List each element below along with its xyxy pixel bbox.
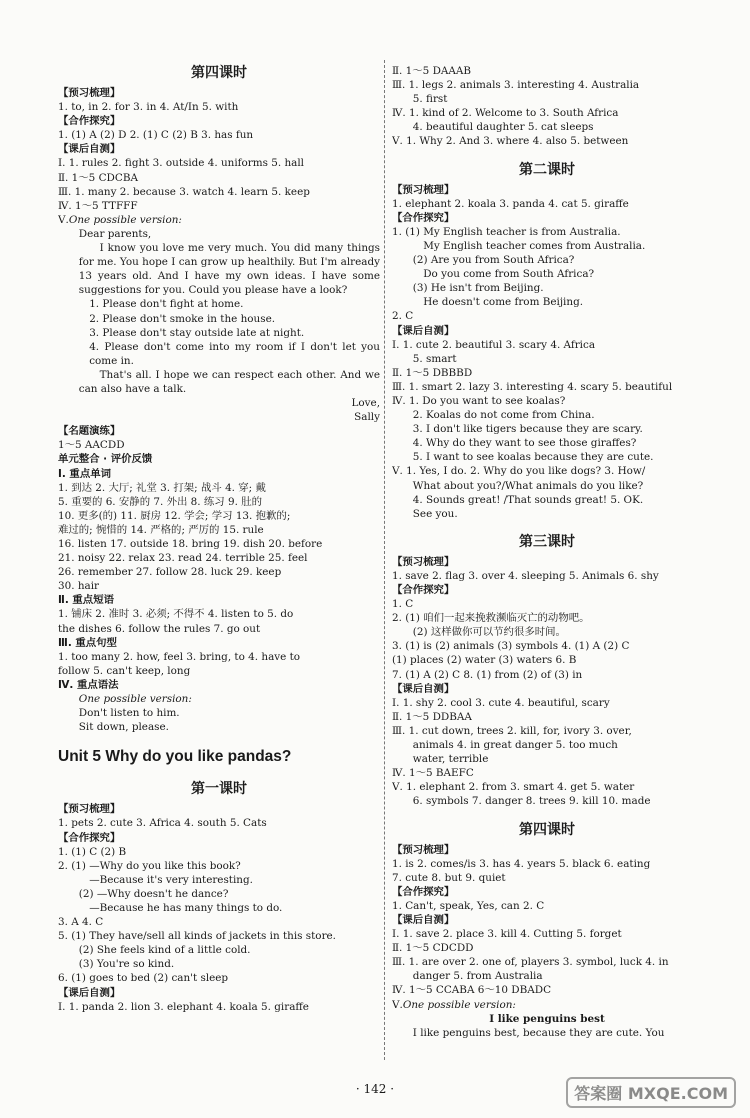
letter-paragraph: That's all. I hope we can respect each other. And we can also have a talk. [78,368,380,395]
answer-line: 16. listen 17. outside 18. bring 19. dish 20. before [58,538,323,550]
answer-line: Ⅱ. 1～5 DAAAB [392,65,472,77]
answer-line: 5. smart [412,352,457,365]
answer-line: 5. 重要的 6. 安静的 7. 外出 8. 练习 9. 肚的 [58,495,262,508]
section-header: 【预习梳理】 [392,843,455,856]
review-subheader: Ⅱ. 重点短语 [58,594,114,607]
answer-line: 3. A 4. C [58,916,104,929]
answer-line: 3. I don't like tigers because they are scary. [412,423,643,436]
section-header: 【预习梳理】 [392,555,455,568]
answer-line: Ⅲ. 1. cut down, trees 2. kill, for, ivory 3. over, [392,724,632,737]
answer-line: 1. pets 2. cute 3. Africa 4. south 5. Cats [58,817,267,830]
answer-line: 6. (1) goes to bed (2) can't sleep [58,972,229,985]
review-subheader: Ⅲ. 重点句型 [58,636,117,649]
answer-line: Ⅲ. 1. are over 2. one of, players 3. symbol, luck 4. in [392,956,669,969]
answer-line: Ⅲ. 1. smart 2. lazy 3. interesting 4. scary 5. beautiful [392,380,673,393]
answer-line: Ⅱ. 1～5 CDCBA [58,171,138,184]
roman-label: Ⅴ. [58,213,69,226]
letter-list-item: 1. Please don't fight at home. [89,298,244,311]
essay-paragraph: I like penguins best, because they are cute. You [412,1026,665,1039]
answer-line: Ⅴ. 1. Yes, I do. 2. Why do you like dogs? 3. How/ [392,465,646,478]
section-header: 【合作探究】 [58,831,121,844]
answer-line: 1. 到达 2. 大厅; 礼堂 3. 打架; 战斗 4. 穿; 戴 [58,481,266,494]
section-header: 【课后自测】 [58,143,121,156]
answer-line: 1. elephant 2. koala 3. panda 4. cat 5. giraffe [392,197,629,210]
answer-line: 1. 铺床 2. 准时 3. 必须; 不得不 4. listen to 5. do [58,608,294,621]
answer-line: the dishes 6. follow the rules 7. go out [58,622,261,635]
column-divider [384,60,386,1060]
answer-line: 4. beautiful daughter 5. cat sleeps [412,121,594,134]
answer-line: See you. [412,507,458,520]
answer-line: water, terrible [412,753,489,766]
answer-line: —Because he has many things to do. [89,901,283,914]
answer-line: (3) He isn't from Beijing. [412,282,544,295]
answer-line: Sit down, please. [78,721,169,734]
section-header: 【课后自测】 [392,913,455,926]
left-column [58,52,380,1014]
answer-line: 7. (1) A (2) C 8. (1) from (2) of (3) in [392,668,583,681]
answer-line: 1. (1) A (2) D 2. (1) C (2) B 3. has fun [58,129,254,142]
answer-line: —Because it's very interesting. [89,873,253,886]
answer-line: 3. (1) is (2) animals (3) symbols 4. (1) A (2) C [392,640,630,653]
lesson2-title: 第二课时 [519,161,575,178]
answer-line: 5. (1) They have/sell all kinds of jackets in this store. [58,930,336,943]
section-header: 【课后自测】 [392,682,455,695]
answer-line: 1. C [392,598,414,611]
answer-line: (2) She feels kind of a little cold. [78,944,251,957]
section-header: 【课后自测】 [58,986,121,999]
answer-line: Ⅳ. 1～5 BAEFC [392,767,474,780]
answer-line: 26. remember 27. follow 28. luck 29. keep [58,566,282,579]
answer-line: Ⅴ. 1. elephant 2. from 3. smart 4. get 5. water [392,781,635,794]
answer-line: Don't listen to him. [78,707,180,720]
answer-line: 难过的; 惋惜的 14. 严格的; 严厉的 15. rule [58,523,264,536]
answer-line: (3) You're so kind. [78,958,175,971]
answer-line: 1. to, in 2. for 3. in 4. At/In 5. with [58,101,239,114]
section-header: 【合作探究】 [392,885,455,898]
answer-line: 5. I want to see koalas because they are cute. [412,451,654,464]
answer-line: Ⅱ. 1～5 DDBAA [392,710,472,723]
section-header: 【预习梳理】 [58,87,121,99]
answer-line: 7. cute 8. but 9. quiet [392,871,506,884]
answer-line: What about you?/What animals do you like? [412,479,644,492]
answer-line: Ⅰ. 1. cute 2. beautiful 3. scary 4. Africa [392,338,596,351]
section-header: 【合作探究】 [392,584,455,596]
answer-line: (1) places (2) water (3) waters 6. B [392,654,577,667]
answer-line: Ⅳ. 1～5 TTFFF [58,199,138,212]
section-header: 【合作探究】 [58,115,121,128]
section-header: 【预习梳理】 [58,803,121,816]
right-column [392,64,702,1040]
letter-list-item: 3. Please don't stay outside late at night. [89,326,305,339]
review-subheader: Ⅳ. 重点语法 [58,678,119,691]
lesson4-title: 第四课时 [191,65,247,81]
version-note: One possible version: [68,213,182,226]
section-header: 【预习梳理】 [392,183,455,196]
letter-close: Love, [351,397,380,410]
answer-line: 4. Why do they want to see those giraffes? [412,437,637,450]
answer-line: 1. Can't, speak, Yes, can 2. C [392,899,545,912]
answer-line: 1. (1) C (2) B [58,845,127,858]
essay-title: I like penguins best [489,1012,605,1025]
answer-line: Ⅰ. 1. shy 2. cool 3. cute 4. beautiful, scary [392,696,610,709]
version-note: One possible version: [402,998,516,1011]
answer-line: 5. first [412,93,448,106]
answer-line: 1. too many 2. how, feel 3. bring, to 4. have to [58,650,301,663]
watermark-logo: 答案圈 MXQE.COM [566,1077,736,1108]
section-header: 【合作探究】 [392,211,455,224]
letter-paragraph: I know you love me very much. You did many things for me. You hope I can grow up healthily. But I'm already 13 years old. And I have my own ideas. I have some suggestions for you. Could you please have a look? [78,242,380,297]
roman-label: Ⅴ. [392,998,403,1011]
version-note: One possible version: [78,693,192,706]
answer-line: Do you come from South Africa? [423,268,595,281]
answer-line: animals 4. in great danger 5. too much [412,739,618,752]
answer-line [392,998,702,1012]
answer-line [58,213,380,227]
answer-line: Ⅰ. 1. rules 2. fight 3. outside 4. uniforms 5. hall [58,157,304,170]
answer-line: Ⅰ. 1. panda 2. lion 3. elephant 4. koala 5. giraffe [58,1000,309,1013]
answer-line: 30. hair [58,580,100,593]
answer-line: (2) Are you from South Africa? [412,254,575,267]
answer-line: danger 5. from Australia [412,970,543,983]
section-header: 【课后自测】 [392,324,455,337]
answer-line: Ⅲ. 1. legs 2. animals 3. interesting 4. Australia [392,79,640,92]
letter-list-item: 2. Please don't smoke in the house. [89,312,276,325]
answer-line: (2) 这样做你可以节约很多时间。 [412,626,566,639]
answer-line: Ⅲ. 1. many 2. because 3. watch 4. learn 5. keep [58,185,310,198]
answer-line: 6. symbols 7. danger 8. trees 9. kill 10. made [412,795,651,808]
answer-line: He doesn't come from Beijing. [423,296,584,309]
answer-line: 1. is 2. comes/is 3. has 4. years 5. black 6. eating [392,857,651,870]
answer-line: (2) —Why doesn't he dance? [78,887,229,900]
answer-line: 4. Sounds great! /That sounds great! 5. OK. [412,493,644,506]
answer-line: Ⅱ. 1～5 DBBBD [392,366,473,379]
answer-line: 1. (1) My English teacher is from Australia. [392,225,621,238]
answer-line: 2. (1) —Why do you like this book? [58,859,241,872]
section-header: 【名题演练】 [58,425,121,438]
letter-list-item: 4. Please don't come into my room if I don't let you come in. [89,340,380,367]
letter-signature: Sally [354,411,380,424]
unit-heading: Unit 5 Why do you like pandas? [58,748,292,766]
answer-line: My English teacher comes from Australia. [423,239,646,252]
answer-line: Ⅴ. 1. Why 2. And 3. where 4. also 5. between [392,135,629,148]
answer-line: 1. save 2. flag 3. over 4. sleeping 5. Animals 6. shy [392,569,659,582]
answer-line: Ⅳ. 1～5 CCABA 6～10 DBADC [392,984,552,997]
answer-line: Ⅳ. 1. Do you want to see koalas? [392,394,566,407]
answer-line: 2. C [392,310,414,323]
lesson1-title: 第一课时 [191,781,247,798]
unit-review-header: 单元整合 · 评价反馈 [58,453,153,466]
answer-line: Ⅰ. 1. save 2. place 3. kill 4. Cutting 5. forget [392,928,622,941]
page-number: · 142 · [355,1082,395,1096]
answer-line: 2. (1) 咱们一起来挽救濒临灭亡的动物吧。 [392,612,590,625]
letter-greeting: Dear parents, [78,227,152,240]
answer-line: Ⅳ. 1. kind of 2. Welcome to 3. South Africa [392,107,619,120]
answer-line: 2. Koalas do not come from China. [412,409,595,422]
answer-line: Ⅱ. 1～5 CDCDD [392,942,474,955]
review-subheader: Ⅰ. 重点单词 [58,467,111,480]
lesson4-title: 第四课时 [519,821,575,838]
answer-line: 1～5 AACDD [58,439,125,452]
lesson3-title: 第三课时 [519,533,575,550]
answer-line: follow 5. can't keep, long [58,664,191,677]
answer-line: 10. 更多(的) 11. 厨房 12. 学会; 学习 13. 抱歉的; [58,509,291,522]
answer-line: 21. noisy 22. relax 23. read 24. terrible 25. feel [58,552,308,565]
